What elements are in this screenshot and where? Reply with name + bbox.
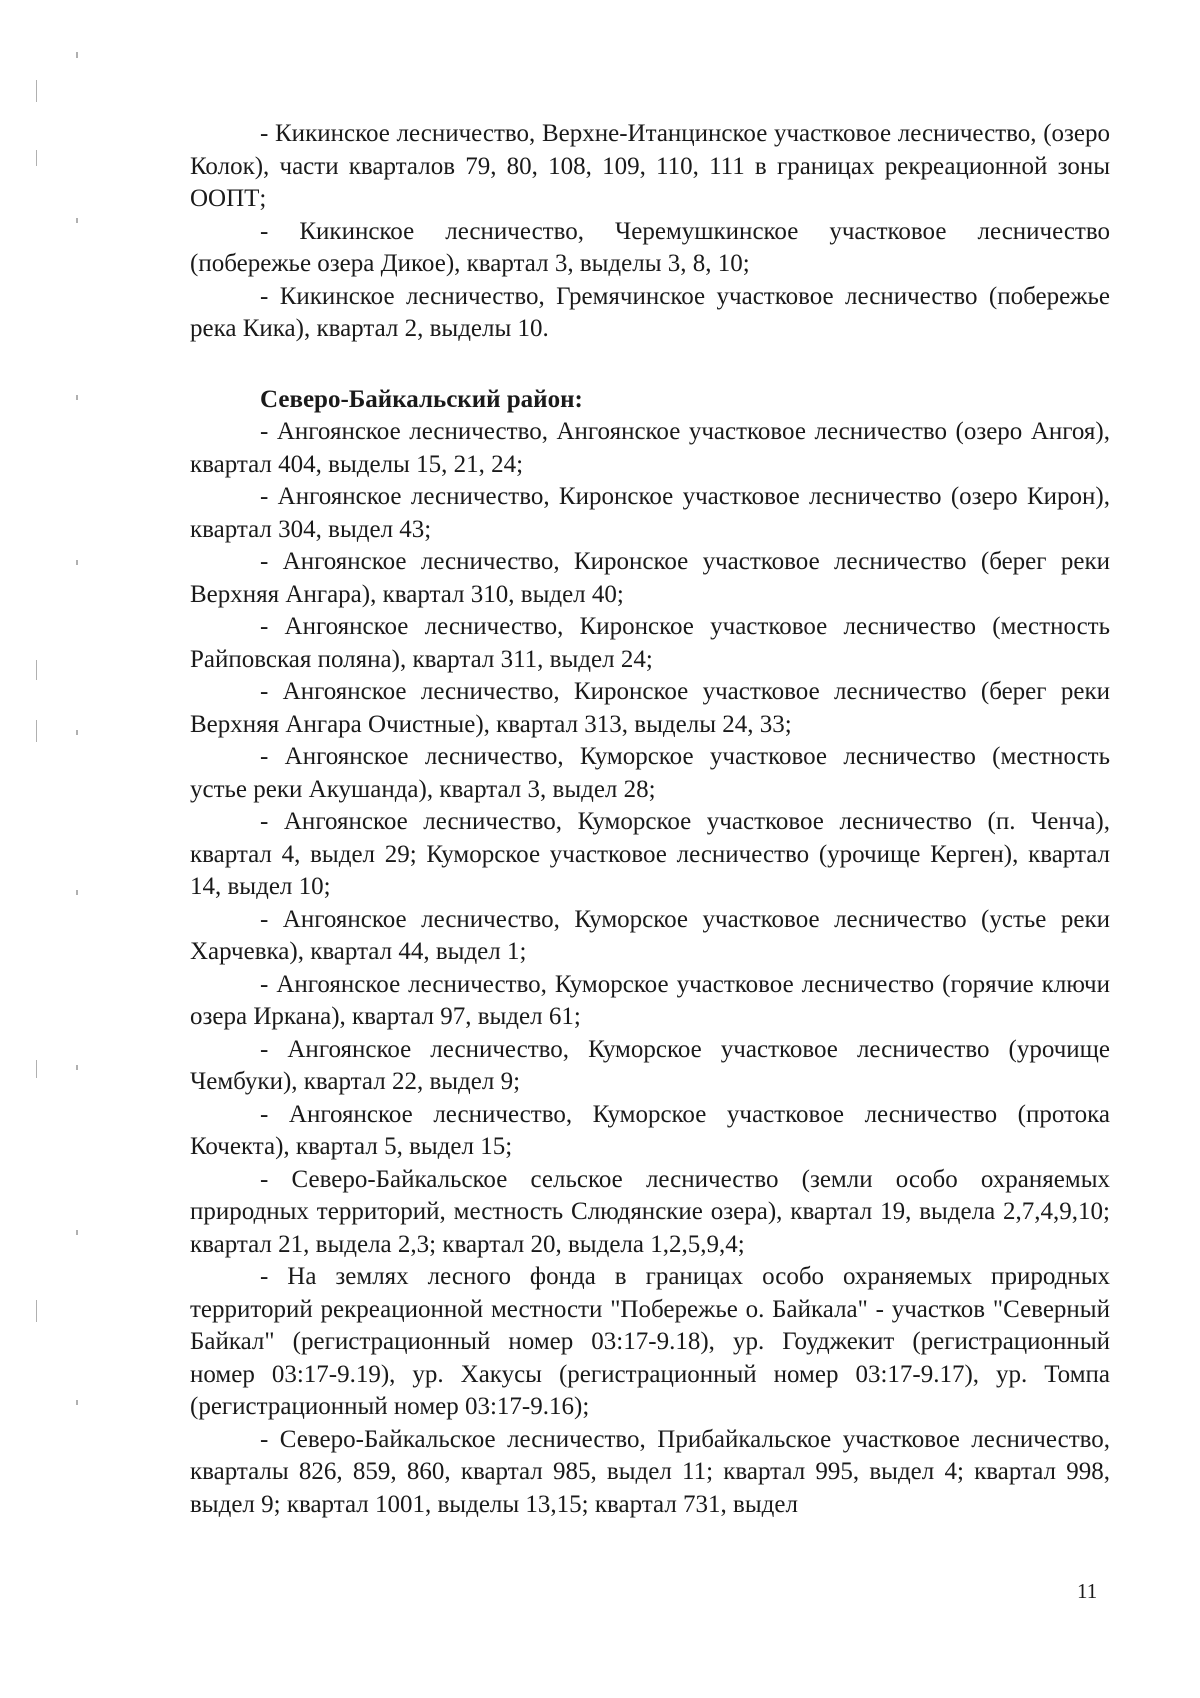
scan-mark [76,52,78,58]
scan-mark [36,1300,37,1322]
paragraph: - Ангоянское лесничество, Киронское участковое лесничество (местность Райповская поляна), квартал 311, выдел 24; [190,613,1110,673]
scan-mark [36,720,37,742]
paragraph: - Ангоянское лесничество, Куморское участковое лесничество (протока Кочекта), квартал 5, выдел 15; [190,1100,1110,1160]
paragraph: - Кикинское лесничество, Черемушкинское участковое лесничество (побережье озера Дикое), квартал 3, выделы 3, 8, 10; [190,217,1110,277]
paragraph: - Ангоянское лесничество, Куморское участковое лесничество (местность устье реки Акушанда), квартал 3, выдел 28; [190,743,1110,803]
paragraph: - Ангоянское лесничество, Куморское участковое лесничество (горячие ключи озера Иркана), квартал 97, выдел 61; [190,970,1110,1030]
paragraph: - Ангоянское лесничество, Куморское участковое лесничество (устье реки Харчевка), квартал 44, выдел 1; [190,905,1110,965]
scan-mark [36,1060,37,1078]
paragraph: - Ангоянское лесничество, Киронское участковое лесничество (озеро Кирон), квартал 304, выдел 43; [190,483,1110,543]
scan-mark [36,80,37,102]
scan-mark [76,890,78,895]
scan-mark [76,1400,78,1405]
section-heading: Северо-Байкальский район: [260,385,583,413]
paragraph: - Ангоянское лесничество, Киронское участковое лесничество (берег реки Верхняя Ангара), квартал 310, выдел 40; [190,548,1110,608]
paragraph: - Кикинское лесничество, Верхне-Итанцинское участковое лесничество, (озеро Колок), части кварталов 79, 80, 108, 109, 110, 111 в границах рекреационной зоны ООПТ; [190,120,1110,212]
paragraph: - На землях лесного фонда в границах особо охраняемых природных территорий рекреационной местности "Побережье о. Байкала" - участков "Северный Байкал" (регистрационный номер 03:17-9.18), ур. Гоуджекит (регистрационный номер 03:17-9.19), ур. Хакусы (регистрационный номер 03:17-9.17), ур. Томпа (регистрационный номер 03:17-9.16); [190,1263,1110,1420]
scan-mark [76,730,78,735]
scan-mark [76,218,78,223]
paragraph: - Ангоянское лесничество, Куморское участковое лесничество (урочище Чембуки), квартал 22, выдел 9; [190,1035,1110,1095]
paragraph: - Ангоянское лесничество, Киронское участковое лесничество (берег реки Верхняя Ангара Очистные), квартал 313, выделы 24, 33; [190,678,1110,738]
scan-mark [76,395,78,400]
scan-mark [76,1230,78,1235]
paragraph: - Северо-Байкальское лесничество, Прибайкальское участковое лесничество, кварталы 826, 859, 860, квартал 985, выдел 11; квартал 995, выдел 4; квартал 998, выдел 9; квартал 1001, выделы 13,15; квартал 731, выдел [190,1425,1110,1518]
page-number: 11 [1077,1579,1098,1603]
margin-scan-marks [36,40,96,1540]
scan-mark [36,150,37,166]
paragraph: - Северо-Байкальское сельское лесничество (земли особо охраняемых природных территорий, местность Слюдянские озера), квартал 19, выдела 2,7,4,9,10; квартал 21, выдела 2,3; квартал 20, выдела 1,2,5,9,4; [190,1165,1110,1258]
paragraph: - Ангоянское лесничество, Куморское участковое лесничество (п. Ченча), квартал 4, выдел 29; Куморское участковое лесничество (урочище Керген), квартал 14, выдел 10; [190,808,1110,900]
scan-mark [76,1065,78,1070]
paragraph: - Кикинское лесничество, Гремячинское участковое лесничество (побережье река Кика), квартал 2, выделы 10. [190,282,1110,342]
paragraph: - Ангоянское лесничество, Ангоянское участковое лесничество (озеро Ангоя), квартал 404, выделы 15, 21, 24; [190,418,1110,478]
scan-mark [76,560,78,565]
scan-mark [36,660,37,680]
document-body [190,118,1110,1521]
